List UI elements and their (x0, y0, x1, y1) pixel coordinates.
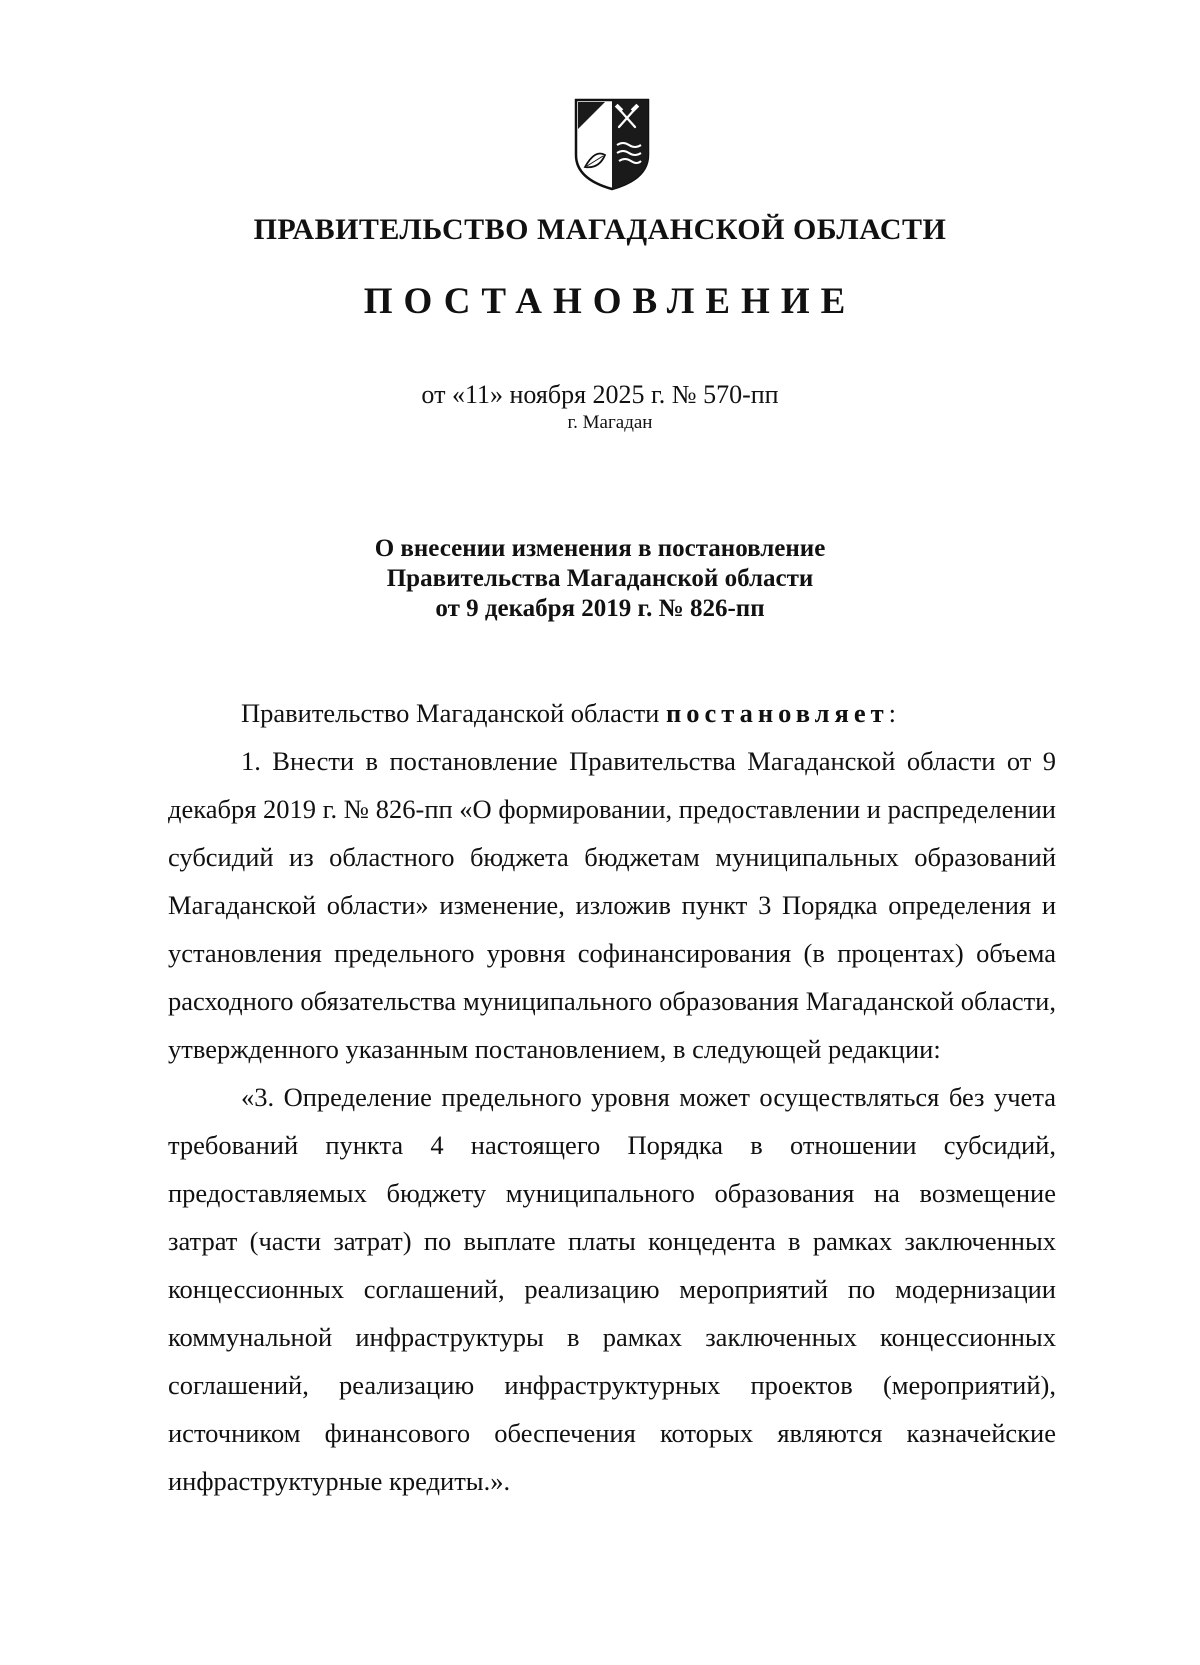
subject-line-1: О внесении изменения в постановление (374, 535, 826, 562)
intro-end: : (888, 698, 897, 728)
subject-line-3: от 9 декабря 2019 г. № 826-пп (435, 595, 765, 622)
document-city: г. Магадан (567, 412, 653, 433)
document-body (168, 689, 1056, 1505)
document-type: ПОСТАНОВЛЕНИЕ (363, 281, 857, 322)
subject-line-2: Правительства Магаданской области (386, 565, 814, 592)
intro-keyword: постановляет (665, 698, 889, 728)
document-date-number: от «11» ноября 2025 г. № 570-пп (421, 380, 779, 409)
organization-title: ПРАВИТЕЛЬСТВО МАГАДАНСКОЙ ОБЛАСТИ (253, 213, 947, 246)
coat-of-arms-icon (573, 97, 651, 192)
intro-text: Правительство Магаданской области (241, 698, 666, 728)
paragraph-2: «3. Определение предельного уровня может осуществляться без учета требований пункта 4 настоящего Порядка в отношении субсидий, предоставляемых бюджету муниципального образования на возмещение затрат (части затрат) по выплате платы концедента в рамках заключенных концессионных соглашений, реализацию мероприятий по модернизации коммунальной инфраструктуры в рамках заключенных концессионных соглашений, реализацию инфраструктурных проектов (мероприятий), источником финансового обеспечения которых являются казначейские инфраструктурные кредиты.». (168, 1082, 1056, 1496)
intro-paragraph (168, 689, 1056, 737)
document-subject (0, 534, 1200, 624)
paragraph-1: 1. Внести в постановление Правительства Магаданской области от 9 декабря 2019 г. № 826-пп «О формировании, предоставлении и распределении субсидий из областного бюджета бюджетам муниципальных образований Магаданской области» изменение, изложив пункт 3 Порядка определения и установления предельного уровня софинансирования (в процентах) объема расходного обязательства муниципального образования Магаданской области, утвержденного указанным постановлением, в следующей редакции: (168, 746, 1056, 1064)
